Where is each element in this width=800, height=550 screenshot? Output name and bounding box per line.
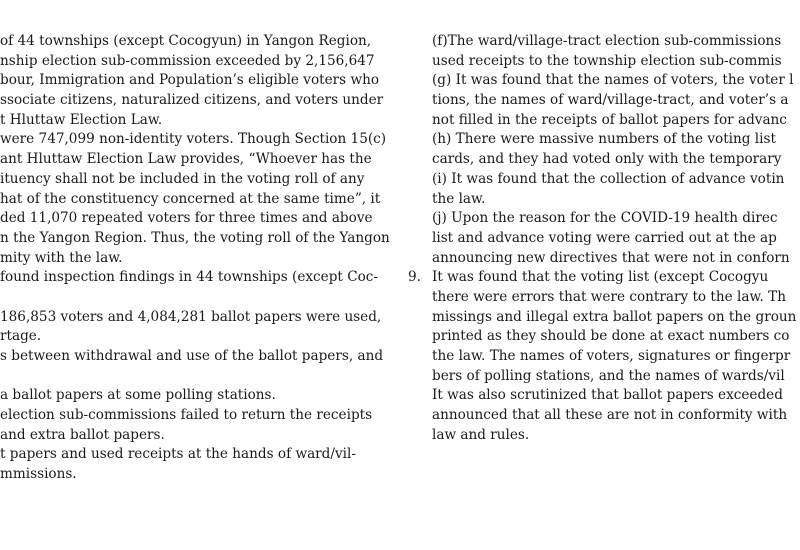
left-line-18 <box>0 367 392 387</box>
right-line-8: (i) It was found that the collection of advance votin <box>432 170 785 187</box>
right-line-5: not filled in the receipts of ballot papers for advanc <box>432 111 787 128</box>
item-9-line-9: law and rules. <box>432 426 530 443</box>
right-line-6: (h) There were massive numbers of the voting list <box>432 131 776 148</box>
item-9-line-6: bers of polling stations, and the names of wards/vil <box>432 367 785 384</box>
left-line-20: election sub-commissions failed to return the receipts <box>0 407 373 424</box>
left-line-4: ssociate citizens, naturalized citizens, and voters under <box>0 92 384 109</box>
right-line-11: list and advance voting were carried out at the ap <box>432 229 777 246</box>
left-line-7: ant Hluttaw Election Law provides, “Whoever has the <box>0 151 372 168</box>
item-9-line-8: announced that all these are not in conformity with <box>432 407 788 424</box>
left-line-2: nship election sub-commission exceeded by 2,156,647 <box>0 52 375 69</box>
left-line-19: a ballot papers at some polling stations. <box>0 387 276 404</box>
left-line-13: found inspection findings in 44 townships (except Coc- <box>0 269 378 286</box>
right-line-2: used receipts to the township election sub-commis <box>432 52 782 69</box>
item-9-number: 9. <box>408 269 421 286</box>
left-line-15: 186,853 voters and 4,084,281 ballot papers were used, <box>0 308 382 325</box>
right-line-10: (j) Upon the reason for the COVID-19 health direc <box>432 210 778 227</box>
left-line-9: hat of the constituency concerned at the same time”, it <box>0 190 381 207</box>
item-9-line-7: It was also scrutinized that ballot papers exceeded <box>432 387 783 404</box>
left-line-14 <box>0 288 392 308</box>
item-9-line-3: missings and illegal extra ballot papers on the groun <box>432 308 797 325</box>
right-line-1: (f)The ward/village-tract election sub-commissions <box>432 33 782 49</box>
left-line-23: mmissions. <box>0 466 77 483</box>
left-line-11: n the Yangon Region. Thus, the voting roll of the Yangon <box>0 229 390 246</box>
left-line-22: t papers and used receipts at the hands of ward/vil- <box>0 446 356 463</box>
item-9-line-5: the law. The names of voters, signatures or fingerpr <box>432 348 791 364</box>
left-line-5: t Hluttaw Election Law. <box>0 111 163 128</box>
right-line-12: announcing new directives that were not in conforn <box>432 249 790 266</box>
item-9-line-1: It was found that the voting list (except Cocogyu <box>432 269 769 286</box>
right-line-4: tions, the names of ward/village-tract, and voter’s a <box>432 92 789 109</box>
left-line-1: of 44 townships (except Cocogyun) in Yangon Region, <box>0 33 372 49</box>
left-line-10: ded 11,070 repeated voters for three times and above <box>0 210 373 227</box>
left-line-8: ituency shall not be included in the voting roll of any <box>0 170 365 187</box>
left-line-3: bour, Immigration and Population’s eligible voters who <box>0 72 380 89</box>
left-line-6: were 747,099 non-identity voters. Though Section 15(c) <box>0 131 387 148</box>
left-line-17: s between withdrawal and use of the ballot papers, and <box>0 348 384 364</box>
right-line-7: cards, and they had voted only with the temporary <box>432 151 782 168</box>
left-line-12: mity with the law. <box>0 249 123 266</box>
right-column <box>408 32 800 445</box>
item-9-line-2: there were errors that were contrary to the law. Th <box>432 288 786 305</box>
left-line-16: rtage. <box>0 328 42 345</box>
item-9-line-4: printed as they should be done at exact numbers co <box>432 328 790 345</box>
right-line-9: the law. <box>432 190 486 207</box>
left-line-21: and extra ballot papers. <box>0 426 165 443</box>
item-9-first-line <box>408 268 800 288</box>
left-column <box>0 32 392 485</box>
right-line-3: (g) It was found that the names of voters, the voter l <box>432 72 794 89</box>
